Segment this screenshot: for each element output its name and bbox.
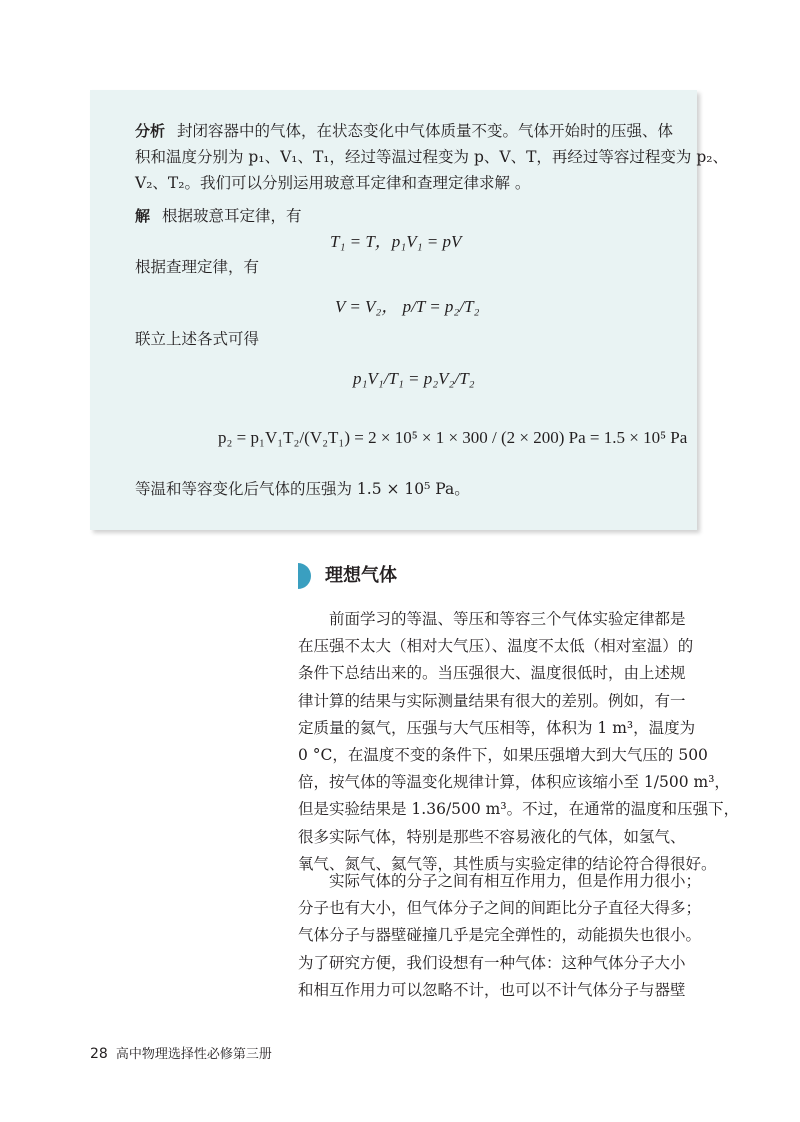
equation-1: T₁ = T，p₁V₁ = pV	[330, 232, 462, 251]
paragraph-1	[298, 606, 740, 878]
text-line: 和相互作用力可以忽略不计，也可以不计气体分子与器壁	[298, 980, 686, 999]
equation-4: p₂ = p₁V₁T₂/(V₂T₁) = 2 × 10⁵ × 1 × 300 / (2 × 200) Pa = 1.5 × 10⁵ Pa	[218, 428, 688, 447]
text-line: 在压强不太大（相对大气压）、温度不太低（相对室温）的	[298, 637, 694, 656]
analysis-label: 分析	[135, 122, 166, 140]
text-line: 实际气体的分子之间有相互作用力，但是作用力很小；	[329, 872, 702, 890]
text-line: 气体分子与器壁碰撞几乎是完全弹性的，动能损失也很小。	[298, 926, 702, 945]
text-line: 为了研究方便，我们设想有一种气体：这种气体分子大小	[298, 953, 686, 972]
text-line: 律计算的结果与实际测量结果有很大的差别。例如，有一	[298, 691, 686, 710]
text-line: 分子也有大小，但气体分子之间的间距比分子直径大得多；	[298, 899, 702, 918]
text-line: 很多实际气体，特别是那些不容易液化的气体，如氢气、	[298, 827, 686, 846]
text-line: 0 °C，在温度不变的条件下，如果压强增大到大气压的 500	[298, 745, 708, 764]
solution-line-1	[135, 205, 302, 227]
section-title: 理想气体	[325, 565, 397, 586]
text-line: 前面学习的等温、等压和等容三个气体实验定律都是	[329, 610, 686, 628]
equation-2: V = V₂， p/T = p₂/T₂	[335, 297, 480, 316]
page-footer	[90, 1043, 272, 1062]
equation-3: p₁V₁/T₁ = p₂V₂/T₂	[353, 369, 475, 388]
page-number: 28	[90, 1046, 108, 1062]
text-line: 氧气、氮气、氦气等，其性质与实验定律的结论符合得很好。	[298, 854, 717, 873]
text-line: 条件下总结出来的。当压强很大、温度很低时，由上述规	[298, 664, 686, 683]
analysis-line-2: 积和温度分别为 p₁、V₁、T₁，经过等温过程变为 p、V、T，再经过等容过程变为 p₂、	[135, 148, 728, 166]
section-marker-icon	[298, 563, 311, 589]
text-line: 倍，按气体的等温变化规律计算，体积应该缩小至 1/500 m³，	[298, 773, 730, 792]
analysis-text-1: 封闭容器中的气体，在状态变化中气体质量不变。气体开始时的压强、体	[177, 122, 674, 140]
text-line: 定质量的氦气，压强与大气压相等，体积为 1 m³，温度为	[298, 718, 696, 737]
solution-label: 解	[135, 207, 151, 225]
paragraph-2	[298, 868, 702, 1004]
analysis-line-3: V₂、T₂。我们可以分别运用玻意耳定律和查理定律求解 。	[135, 174, 531, 192]
solution-line-3: 联立上述各式可得	[135, 330, 260, 348]
conclusion-line: 等温和等容变化后气体的压强为 1.5 × 10⁵ Pa。	[135, 480, 470, 498]
solution-text-1: 根据玻意耳定律，有	[162, 207, 302, 225]
solution-line-2: 根据查理定律，有	[135, 258, 260, 276]
analysis-line-1	[135, 120, 673, 142]
book-title: 高中物理选择性必修第三册	[115, 1047, 272, 1062]
text-line: 但是实验结果是 1.36/500 m³。不过，在通常的温度和压强下，	[298, 800, 740, 819]
